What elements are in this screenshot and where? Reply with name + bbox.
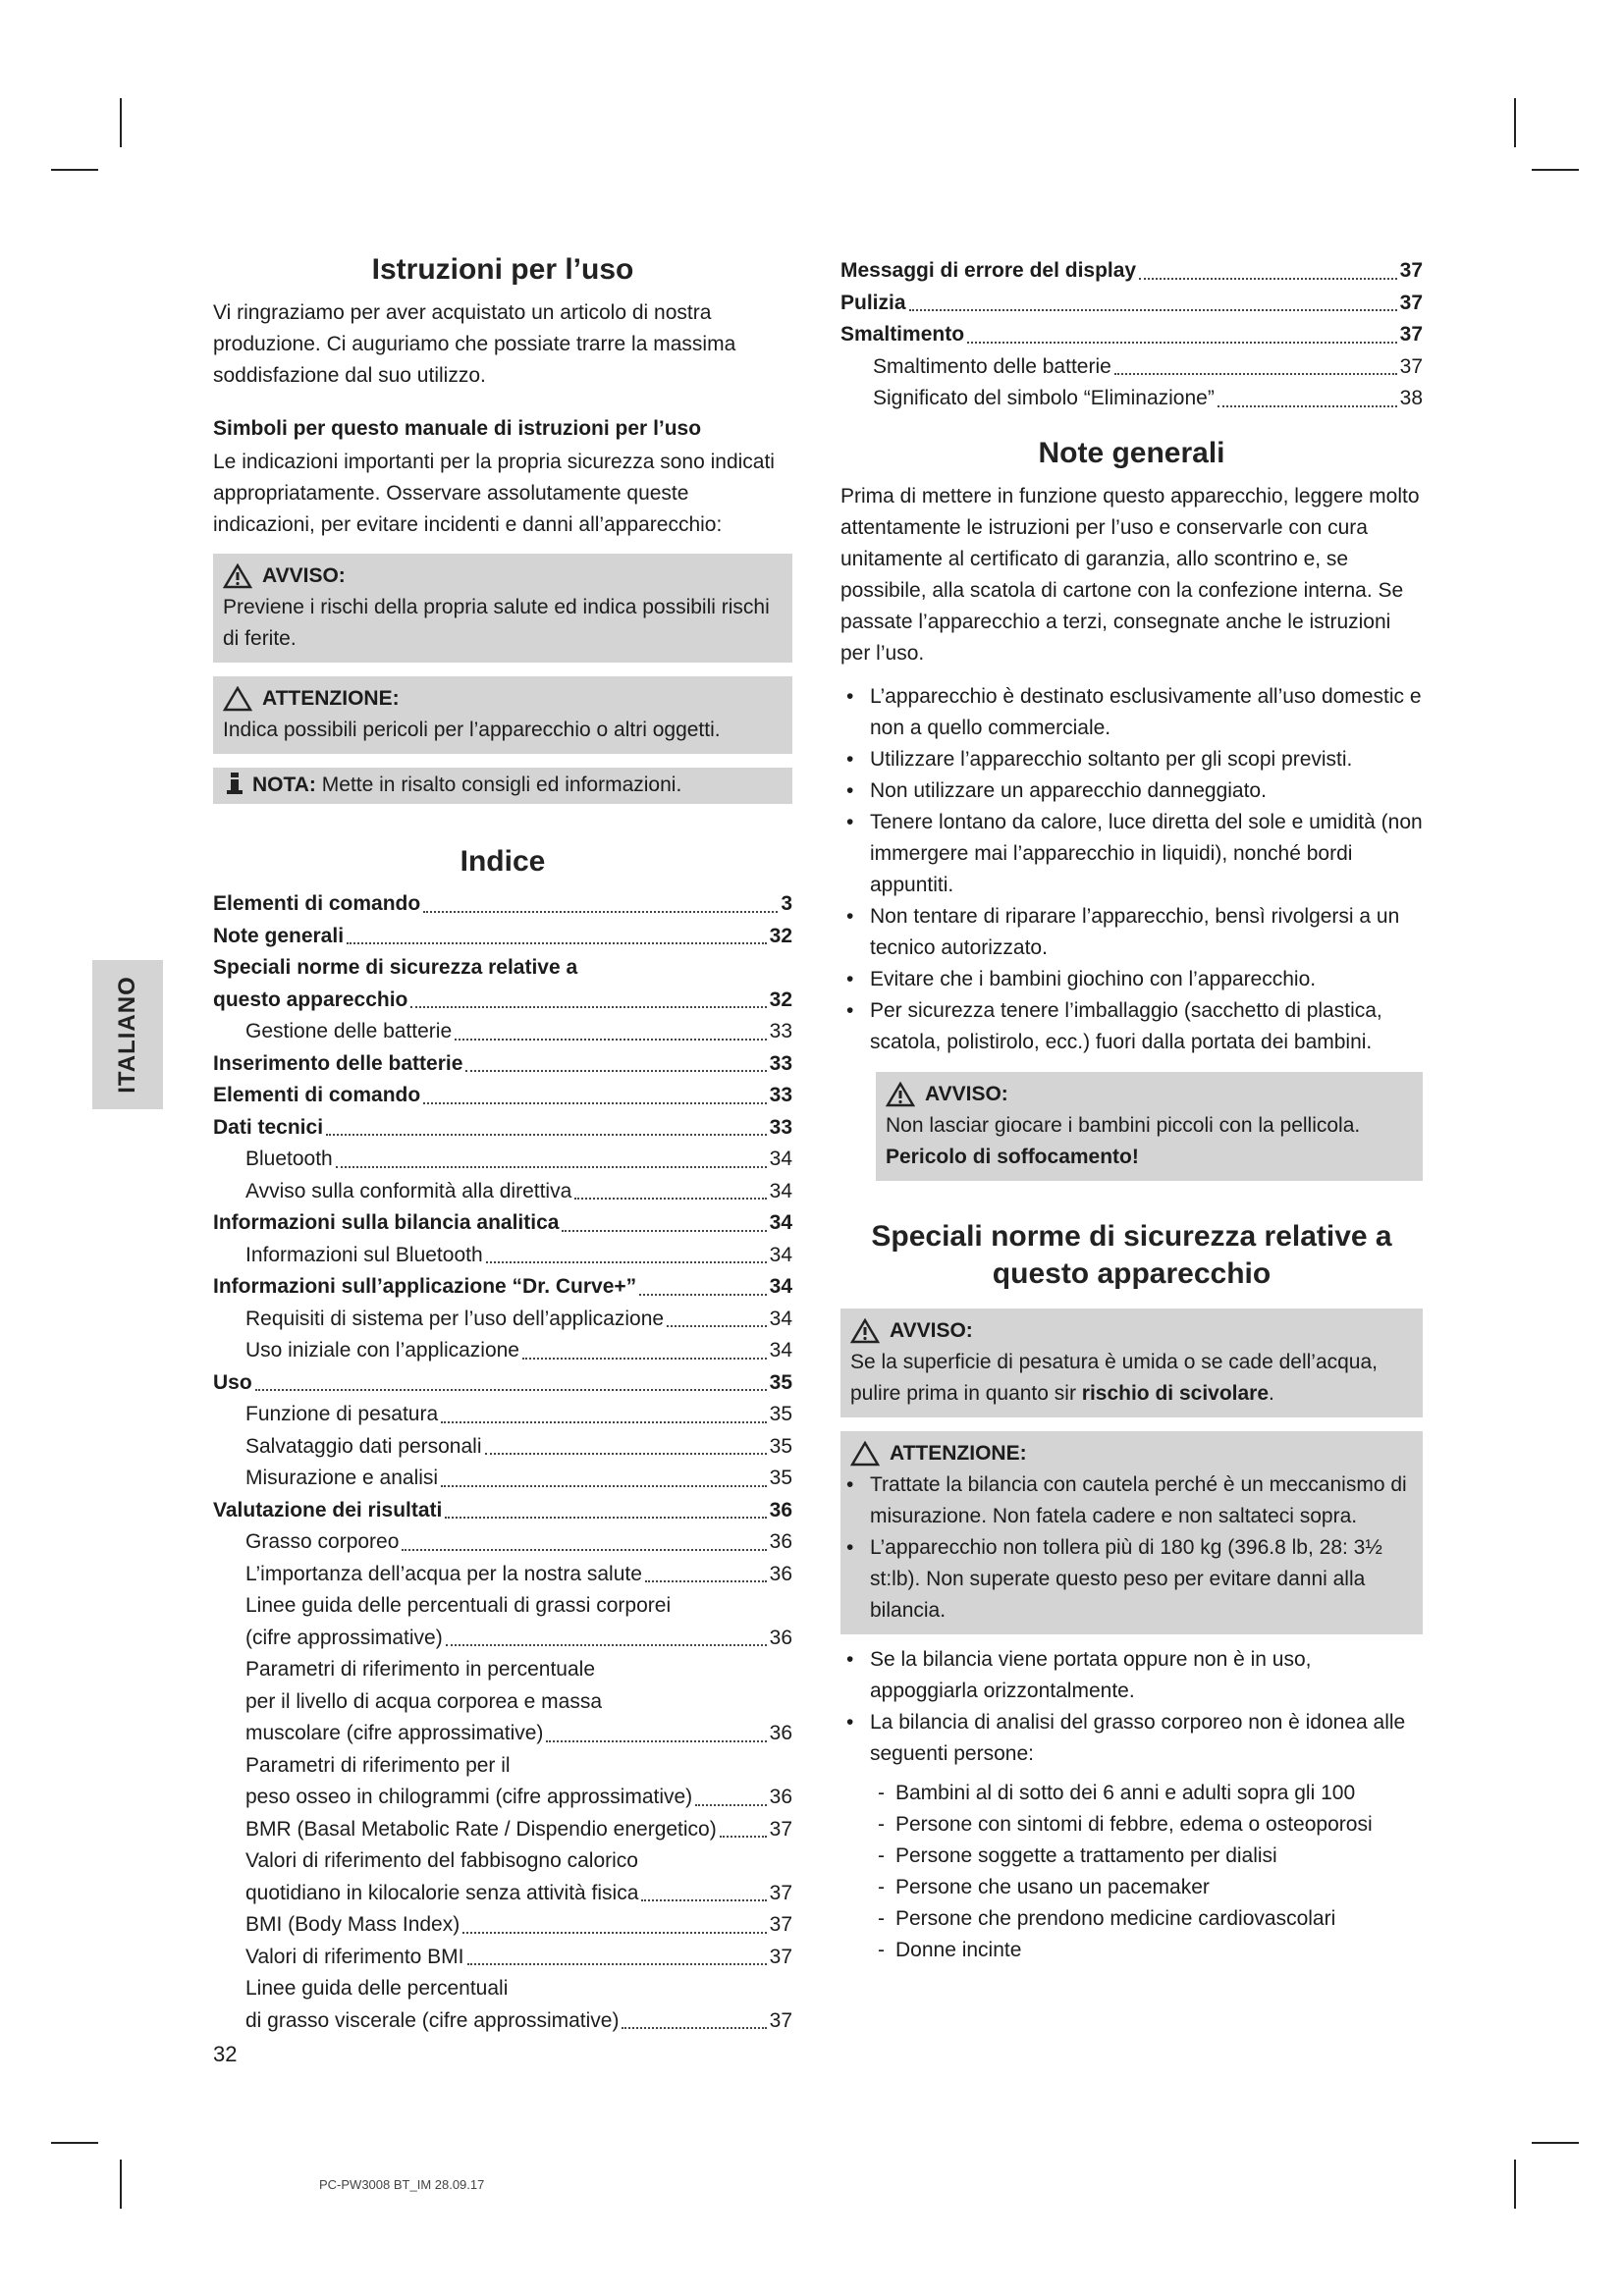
toc-entry: (cifre approssimative) 36 <box>245 1626 792 1649</box>
toc-entry: Inserimento delle batterie 33 <box>213 1051 792 1075</box>
suffocation-warning-box <box>876 1072 1423 1181</box>
crop-mark <box>51 2142 98 2144</box>
toc-entry: Requisiti di sistema per l’uso dell’applicazione 34 <box>245 1307 792 1330</box>
crop-mark <box>51 169 98 171</box>
left-column <box>213 251 792 2037</box>
toc-entry: questo apparecchio 32 <box>213 988 792 1011</box>
general-notes-list <box>840 681 1423 1058</box>
caution-triangle-icon <box>850 1441 880 1467</box>
toc-entry: Linee guida delle percentuali <box>245 1977 509 2000</box>
caution-box <box>213 676 792 754</box>
toc-entry: Salvataggio dati personali 35 <box>245 1434 792 1458</box>
toc-entry: Note generali 32 <box>213 924 792 947</box>
toc-entry: di grasso viscerale (cifre approssimative) 37 <box>245 2008 792 2032</box>
list-item: • Tenere lontano da calore, luce diretta del sole e umidità (non immergere mai l’apparecchio in liquidi), nonché bordi appuntiti. <box>840 807 1423 901</box>
toc-entry: Dati tecnici 33 <box>213 1115 792 1139</box>
crop-mark <box>1532 169 1579 171</box>
symbols-text: Le indicazioni importanti per la propria sicurezza sono indicati appropriatamente. Osservare assolutamente queste indicazioni, per evitare incidenti e danni all’apparecchio: <box>213 451 775 536</box>
table-of-contents-continued <box>840 255 1423 415</box>
toc-entry: Valori di riferimento del fabbisogno calorico <box>245 1849 638 1872</box>
crop-mark <box>120 2160 122 2209</box>
special-safety-title-line2: questo apparecchio <box>992 1256 1272 1290</box>
general-notes-title: Note generali <box>1038 436 1225 469</box>
index-title: Indice <box>460 845 546 878</box>
warning-box <box>213 554 792 663</box>
list-item: - Bambini al di sotto dei 6 anni e adulti sopra gli 100 <box>840 1778 1423 1809</box>
list-item: - Persone soggette a trattamento per dialisi <box>840 1841 1423 1872</box>
info-icon <box>227 773 243 794</box>
list-item: • Non utilizzare un apparecchio danneggiato. <box>840 775 1423 807</box>
toc-entry: Informazioni sulla bilancia analitica 34 <box>213 1211 792 1234</box>
toc-entry: Significato del simbolo “Eliminazione” 38 <box>873 387 1423 409</box>
unsuitable-persons-list <box>840 1778 1423 1966</box>
list-item: • Non tentare di riparare l’apparecchio, bensì rivolgersi a un tecnico autorizzato. <box>840 901 1423 964</box>
list-item: - Donne incinte <box>840 1935 1423 1966</box>
toc-entry: muscolare (cifre approssimative) 36 <box>245 1722 792 1744</box>
suffocation-warning-text: Non lasciar giocare i bambini piccoli con la pellicola. <box>886 1113 1361 1137</box>
crop-mark <box>1514 98 1516 147</box>
toc-entry: Elementi di comando 3 <box>213 892 792 915</box>
crop-mark <box>1532 2142 1579 2144</box>
toc-entry: Smaltimento 37 <box>840 323 1423 346</box>
toc-entry: Pulizia 37 <box>840 291 1423 314</box>
language-tab-label: ITALIANO <box>114 976 140 1094</box>
slip-warning-title: AVVISO: <box>890 1318 973 1342</box>
toc-entry: Messaggi di errore del display 37 <box>840 259 1423 282</box>
toc-entry: BMI (Body Mass Index) 37 <box>245 1913 792 1936</box>
toc-entry: peso osseo in chilogrammi (cifre approssimative) 36 <box>245 1786 792 1808</box>
intro-text: Vi ringraziamo per aver acquistato un articolo di nostra produzione. Ci auguriamo che possiate trarre la massima soddisfazione dal suo utilizzo. <box>213 301 736 387</box>
crop-mark <box>1514 2160 1516 2209</box>
warning-text: Previene i rischi della propria salute ed indica possibili rischi di ferite. <box>223 596 770 650</box>
list-item: - Persone che usano un pacemaker <box>840 1872 1423 1903</box>
toc-entry: Bluetooth 34 <box>245 1148 792 1170</box>
list-item: • L’apparecchio è destinato esclusivamente all’uso domestic e non a quello commerciale. <box>840 681 1423 744</box>
toc-entry: Uso 35 <box>213 1370 792 1394</box>
toc-entry: Gestione delle batterie 33 <box>245 1020 792 1042</box>
toc-entry: Avviso sulla conformità alla direttiva 34 <box>245 1179 792 1202</box>
toc-entry: per il livello di acqua corporea e massa <box>245 1689 603 1713</box>
toc-entry: Parametri di riferimento per il <box>245 1753 511 1777</box>
warning-title: AVVISO: <box>262 564 346 587</box>
list-item: - Persone che prendono medicine cardiovascolari <box>840 1903 1423 1935</box>
toc-entry: quotidiano in kilocalorie senza attività fisica 37 <box>245 1881 792 1904</box>
note-label: NOTA: <box>252 774 316 796</box>
warning-triangle-icon <box>850 1318 880 1344</box>
list-item: • L’apparecchio non tollera più di 180 kg (396.8 lb, 28: 3½ st:lb). Non superate questo peso per evitare danni alla bilancia. <box>840 1532 1413 1627</box>
suffocation-warning-title: AVVISO: <box>925 1082 1008 1105</box>
footer-code: PC-PW3008 BT_IM 28.09.17 <box>319 2177 485 2192</box>
toc-entry: L’importanza dell’acqua per la nostra salute 36 <box>245 1562 792 1585</box>
list-item: • La bilancia di analisi del grasso corporeo non è idonea alle seguenti persone: <box>840 1707 1423 1770</box>
toc-entry: Uso iniziale con l’applicazione 34 <box>245 1339 792 1362</box>
right-column <box>840 251 1423 1966</box>
slip-warning-box <box>840 1308 1423 1417</box>
caution-triangle-icon <box>223 686 252 712</box>
caution-title: ATTENZIONE: <box>262 687 400 710</box>
toc-entry: Smaltimento delle batterie 37 <box>873 354 1423 378</box>
toc-entry: Elementi di comando 33 <box>213 1084 792 1106</box>
toc-entry: Funzione di pesatura 35 <box>245 1403 792 1425</box>
caution-text: Indica possibili pericoli per l’apparecchio o altri oggetti. <box>223 719 721 741</box>
general-notes-text: Prima di mettere in funzione questo apparecchio, leggere molto attentamente le istruzioni per l’uso e conservarle con cura unitamente al certificato di garanzia, allo scontrino e, se possibile, alla scatola di cartone con la confezione interna. Se passate l’apparecchio a terzi, consegnate anche le istruzioni per l’uso. <box>840 484 1420 665</box>
note-box <box>213 768 792 804</box>
table-of-contents <box>213 888 792 2037</box>
toc-entry: Misurazione e analisi 35 <box>245 1467 792 1489</box>
toc-entry: Valutazione dei risultati 36 <box>213 1498 792 1522</box>
scale-caution-title: ATTENZIONE: <box>890 1441 1027 1465</box>
toc-entry: Grasso corporeo 36 <box>245 1530 792 1553</box>
page-number: 32 <box>213 2042 238 2066</box>
toc-entry: Speciali norme di sicurezza relative a <box>213 956 578 979</box>
language-tab <box>92 960 163 1109</box>
crop-mark <box>120 98 122 147</box>
note-text: Mette in risalto consigli ed informazioni. <box>321 774 682 796</box>
slip-warning-text: Se la superficie di pesatura è umida o se cade dell’acqua, pulire prima in quanto sir rischio di scivolare. <box>850 1350 1378 1405</box>
warning-triangle-icon <box>886 1082 915 1107</box>
usage-list <box>840 1644 1423 1770</box>
list-item: • Utilizzare l’apparecchio soltanto per gli scopi previsti. <box>840 744 1423 775</box>
toc-entry: Parametri di riferimento in percentuale <box>245 1658 595 1681</box>
list-item: • Evitare che i bambini giochino con l’apparecchio. <box>840 964 1423 995</box>
list-item: • Per sicurezza tenere l’imballaggio (sacchetto di plastica, scatola, polistirolo, ecc.) fuori dalla portata dei bambini. <box>840 995 1423 1058</box>
scale-caution-list <box>840 1469 1413 1627</box>
list-item: - Persone con sintomi di febbre, edema o osteoporosi <box>840 1809 1423 1841</box>
suffocation-warning-emphasis: Pericolo di soffocamento! <box>886 1145 1139 1168</box>
toc-entry: Informazioni sull’applicazione “Dr. Curve+” 34 <box>213 1275 792 1298</box>
page-title: Istruzioni per l’uso <box>371 253 634 286</box>
special-safety-title-line1: Speciali norme di sicurezza relative a <box>871 1219 1392 1253</box>
list-item: • Se la bilancia viene portata oppure non è in uso, appoggiarla orizzontalmente. <box>840 1644 1423 1707</box>
warning-triangle-icon <box>223 563 252 589</box>
symbols-heading: Simboli per questo manuale di istruzioni per l’uso <box>213 417 702 440</box>
toc-entry: Linee guida delle percentuali di grassi corporei <box>245 1594 672 1617</box>
toc-entry: Valori di riferimento BMI 37 <box>245 1945 792 1968</box>
list-item: • Trattate la bilancia con cautela perché è un meccanismo di misurazione. Non fatela cadere e non saltateci sopra. <box>840 1469 1413 1532</box>
toc-entry: BMR (Basal Metabolic Rate / Dispendio energetico) 37 <box>245 1817 792 1841</box>
toc-entry: Informazioni sul Bluetooth 34 <box>245 1243 792 1266</box>
scale-caution-box <box>840 1431 1423 1634</box>
